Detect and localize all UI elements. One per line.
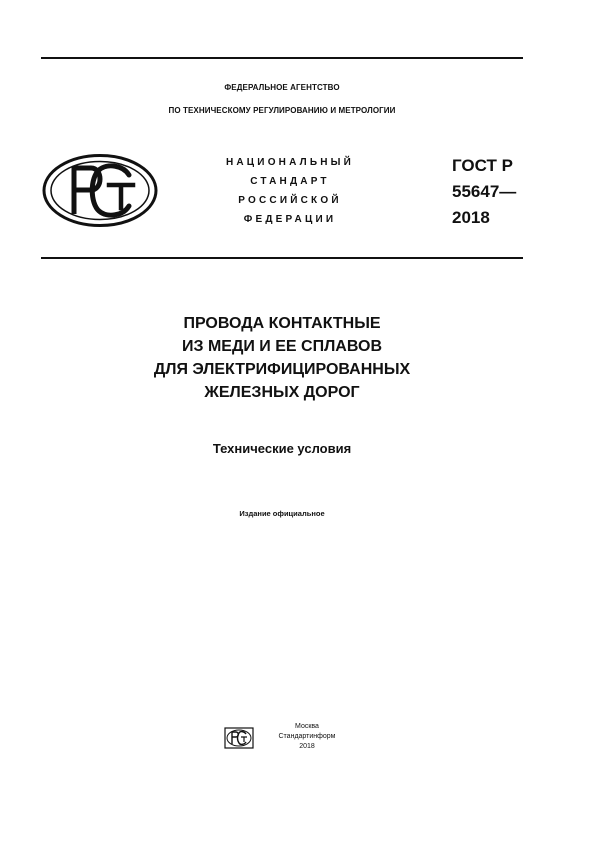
standard-line: ФЕДЕРАЦИИ	[243, 214, 337, 225]
title-line: ИЗ МЕДИ И ЕЕ СПЛАВОВ	[181, 338, 383, 355]
designation-line: ГОСТ Р	[452, 156, 513, 175]
agency-name-line-2: ПО ТЕХНИЧЕСКОМУ РЕГУЛИРОВАНИЮ И МЕТРОЛОГИИ	[168, 106, 396, 115]
designation-line: 2018	[452, 208, 490, 227]
imprint-publisher: Стандартинформ	[278, 733, 336, 740]
middle-divider	[41, 257, 523, 259]
top-divider	[41, 57, 523, 59]
publisher-imprint	[262, 722, 352, 752]
standard-line: НАЦИОНАЛЬНЫЙ	[225, 157, 355, 168]
document-subtitle: Технические условия	[212, 441, 352, 456]
national-standard-label	[210, 153, 370, 229]
agency-name-line-1: ФЕДЕРАЛЬНОЕ АГЕНТСТВО	[224, 83, 340, 92]
standard-designation	[452, 153, 532, 231]
title-line: ДЛЯ ЭЛЕКТРИФИЦИРОВАННЫХ	[153, 361, 411, 378]
standard-line: РОССИЙСКОЙ	[238, 195, 342, 206]
imprint-city: Москва	[295, 723, 319, 730]
title-line: ПРОВОДА КОНТАКТНЫЕ	[183, 315, 381, 332]
gost-r-emblem-icon	[41, 153, 159, 228]
document-title	[41, 312, 523, 404]
title-line: ЖЕЛЕЗНЫХ ДОРОГ	[204, 384, 360, 401]
imprint-year: 2018	[299, 743, 315, 750]
standard-line: СТАНДАРТ	[250, 176, 330, 187]
standartinform-logo-icon	[224, 727, 254, 749]
edition-note: Издание официальное	[239, 509, 325, 518]
designation-line: 55647—	[452, 182, 517, 201]
